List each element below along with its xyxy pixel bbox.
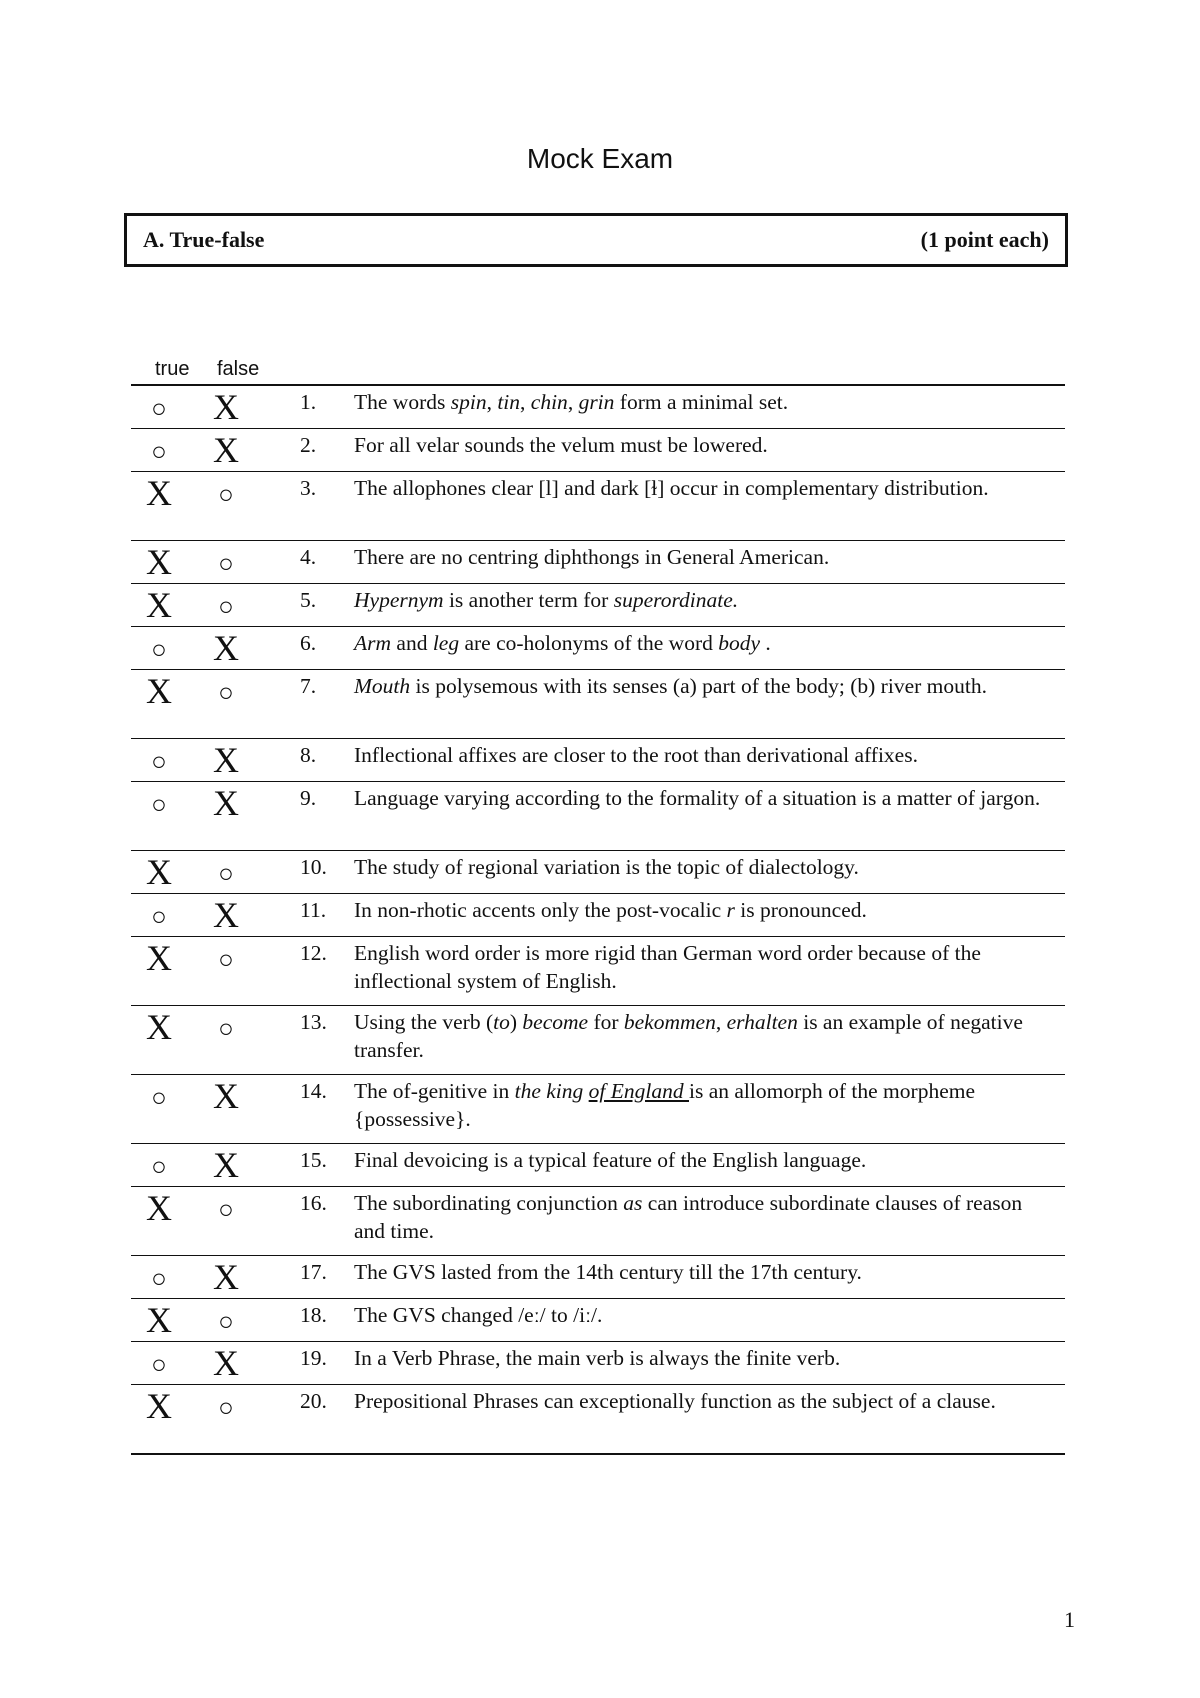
false-mark-checked[interactable]: X [213,740,239,780]
false-mark-checked[interactable]: X [213,430,239,470]
true-mark-unchecked[interactable]: ○ [151,747,167,776]
true-mark-unchecked[interactable]: ○ [151,394,167,423]
true-mark-checked[interactable]: X [146,542,172,582]
true-mark-unchecked[interactable]: ○ [151,1083,167,1112]
question-row [131,894,1065,937]
page-number: 1 [1064,1607,1075,1632]
false-mark-unchecked[interactable]: ○ [218,1307,234,1336]
question-number: 16. [300,1191,327,1215]
true-mark-unchecked[interactable]: ○ [151,1350,167,1379]
question-list [131,384,1065,1455]
question-number: 11. [300,898,327,922]
question-number: 4. [300,545,317,569]
true-mark-unchecked[interactable]: ○ [151,790,167,819]
column-header-false: false [217,358,260,380]
false-mark-unchecked[interactable]: ○ [218,1014,234,1043]
question-statement: There are no centring diphthongs in General American. [354,545,830,569]
false-mark-checked[interactable]: X [213,628,239,668]
question-row [131,1075,1065,1144]
false-mark-unchecked[interactable]: ○ [218,1393,234,1422]
question-row [131,782,1065,851]
true-mark-checked[interactable]: X [146,1300,172,1340]
true-mark-unchecked[interactable]: ○ [151,1152,167,1181]
section-label: A. True-false [143,227,265,252]
question-row [131,1006,1065,1075]
question-row [131,627,1065,670]
question-number: 5. [300,588,317,612]
question-row [131,472,1065,541]
question-number: 10. [300,855,327,879]
question-number: 3. [300,476,317,500]
page-title: Mock Exam [526,143,674,174]
question-row [131,429,1065,472]
question-number: 6. [300,631,317,655]
false-mark-unchecked[interactable]: ○ [218,945,234,974]
false-mark-checked[interactable]: X [213,1076,239,1116]
question-statement: Language varying according to the formality of a situation is a matter of jargon. [354,786,1041,810]
true-mark-checked[interactable]: X [146,1188,172,1228]
question-number: 8. [300,743,317,767]
question-number: 18. [300,1303,327,1327]
question-row [131,584,1065,627]
false-mark-unchecked[interactable]: ○ [218,678,234,707]
question-row [131,386,1065,429]
true-mark-checked[interactable]: X [146,671,172,711]
question-statement: Mouth is polysemous with its senses (a) part of the body; (b) river mouth. [354,674,987,698]
false-mark-unchecked[interactable]: ○ [218,592,234,621]
question-statement: English word order is more rigid than German word order because of the inflectional system of English. [354,941,981,993]
question-row [131,1342,1065,1385]
question-row [131,670,1065,739]
false-mark-unchecked[interactable]: ○ [218,549,234,578]
true-mark-checked[interactable]: X [146,1386,172,1426]
question-number: 7. [300,674,317,698]
question-row [131,1187,1065,1256]
true-mark-checked[interactable]: X [146,1007,172,1047]
question-statement: The GVS changed /eː/ to /iː/. [354,1303,603,1327]
true-mark-checked[interactable]: X [146,473,172,513]
question-statement: For all velar sounds the velum must be lowered. [354,433,768,457]
question-statement: Final devoicing is a typical feature of the English language. [354,1148,867,1172]
question-statement: The GVS lasted from the 14th century till the 17th century. [354,1260,862,1284]
true-mark-unchecked[interactable]: ○ [151,1264,167,1293]
column-header-true: true [155,358,190,380]
section-header [124,213,1068,267]
question-statement: The study of regional variation is the topic of dialectology. [354,855,859,879]
false-mark-checked[interactable]: X [213,1257,239,1297]
true-mark-checked[interactable]: X [146,585,172,625]
question-statement: The allophones clear [l] and dark [ɫ] occur in complementary distribution. [354,476,989,500]
question-row [131,1385,1065,1455]
false-mark-checked[interactable]: X [213,1343,239,1383]
false-mark-unchecked[interactable]: ○ [218,1195,234,1224]
question-statement: The words spin, tin, chin, grin form a minimal set. [354,390,789,414]
question-number: 1. [300,390,317,414]
question-number: 15. [300,1148,327,1172]
question-row [131,541,1065,584]
true-mark-unchecked[interactable]: ○ [151,635,167,664]
question-number: 20. [300,1389,327,1413]
question-number: 13. [300,1010,327,1034]
question-number: 19. [300,1346,327,1370]
false-mark-checked[interactable]: X [213,387,239,427]
true-mark-checked[interactable]: X [146,938,172,978]
true-mark-unchecked[interactable]: ○ [151,902,167,931]
points-label: (1 point each) [920,227,1049,252]
question-statement: Prepositional Phrases can exceptionally function as the subject of a clause. [354,1389,996,1413]
question-statement: Arm and leg are co-holonyms of the word body . [354,631,771,655]
question-number: 2. [300,433,317,457]
question-row [131,937,1065,1006]
question-row [131,851,1065,894]
false-mark-checked[interactable]: X [213,895,239,935]
false-mark-checked[interactable]: X [213,1145,239,1185]
true-mark-unchecked[interactable]: ○ [151,437,167,466]
question-statement: The of-genitive in the king of England is an allomorph of the morpheme {possessive}. [354,1079,975,1131]
false-mark-checked[interactable]: X [213,783,239,823]
question-statement: Inflectional affixes are closer to the root than derivational affixes. [354,743,918,767]
question-statement: Using the verb (to) become for bekommen, erhalten is an example of negative transfer. [354,1010,1023,1062]
question-row [131,739,1065,782]
question-number: 12. [300,941,327,965]
question-number: 17. [300,1260,327,1284]
question-statement: The subordinating conjunction as can introduce subordinate clauses of reason and time. [354,1191,1023,1243]
question-statement: In a Verb Phrase, the main verb is always the finite verb. [354,1346,841,1370]
question-number: 14. [300,1079,327,1103]
question-statement: Hypernym is another term for superordinate. [354,588,739,612]
true-mark-checked[interactable]: X [146,852,172,892]
question-row [131,1299,1065,1342]
question-statement: In non-rhotic accents only the post-vocalic r is pronounced. [354,898,867,922]
question-number: 9. [300,786,317,810]
question-row [131,1144,1065,1187]
false-mark-unchecked[interactable]: ○ [218,480,234,509]
false-mark-unchecked[interactable]: ○ [218,859,234,888]
question-row [131,1256,1065,1299]
